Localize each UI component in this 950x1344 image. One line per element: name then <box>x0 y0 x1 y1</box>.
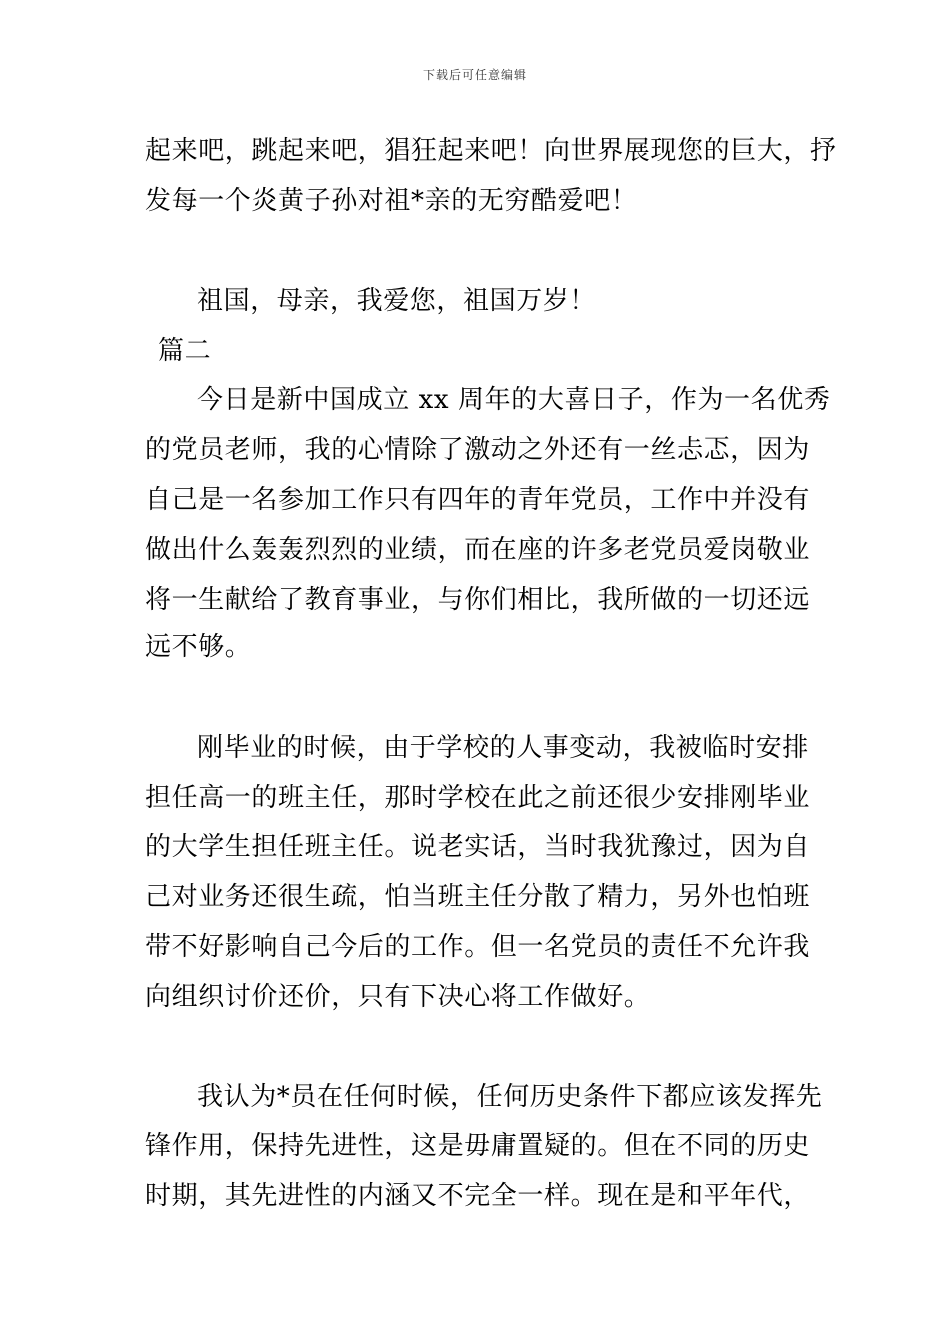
text-line: 担任高一的班主任，那时学校在此之前还很少安排刚毕业 <box>145 783 811 813</box>
text-line: 发每一个炎黄子孙对祖*亲的无穷酷爱吧！ <box>145 186 638 216</box>
page-header: 下载后可任意编辑 <box>422 68 527 82</box>
text-line: 刚毕业的时候，由于学校的人事变动，我被临时安排 <box>197 733 809 763</box>
text-line: 的党员老师，我的心情除了激动之外还有一丝忐忑，因为 <box>145 435 811 465</box>
text-line: 向组织讨价还价，只有下决心将工作做好。 <box>145 982 651 1012</box>
text-line: 将一生献给了教育事业，与你们相比，我所做的一切还远 <box>145 585 811 615</box>
text-line: 时期，其先进性的内涵又不完全一样。现在是和平年代， <box>145 1181 811 1211</box>
text-line: 做出什么轰轰烈烈的业绩，而在座的许多老党员爱岗敬业 <box>145 535 811 565</box>
text-line: 己对业务还很生疏，怕当班主任分散了精力，另外也怕班 <box>145 882 811 912</box>
text-line: 起来吧，跳起来吧，猖狂起来吧！向世界展现您的巨大，抒 <box>145 136 837 166</box>
text-line: 的大学生担任班主任。说老实话，当时我犹豫过，因为自 <box>145 832 811 862</box>
text-line: 今日是新中国成立 xx 周年的大喜日子，作为一名优秀 <box>197 385 831 415</box>
text-line: 带不好影响自己今后的工作。但一名党员的责任不允许我 <box>145 932 811 962</box>
text-line: 我认为*员在任何时候，任何历史条件下都应该发挥先 <box>197 1082 823 1112</box>
text-line: 远不够。 <box>145 632 252 662</box>
text-line: 自己是一名参加工作只有四年的青年党员，工作中并没有 <box>145 485 811 515</box>
text-line: 祖国，母亲，我爱您，祖国万岁！ <box>197 286 597 316</box>
text-line: 锋作用，保持先进性，这是毋庸置疑的。但在不同的历史 <box>145 1131 811 1161</box>
section-heading: 篇二 <box>158 336 212 366</box>
